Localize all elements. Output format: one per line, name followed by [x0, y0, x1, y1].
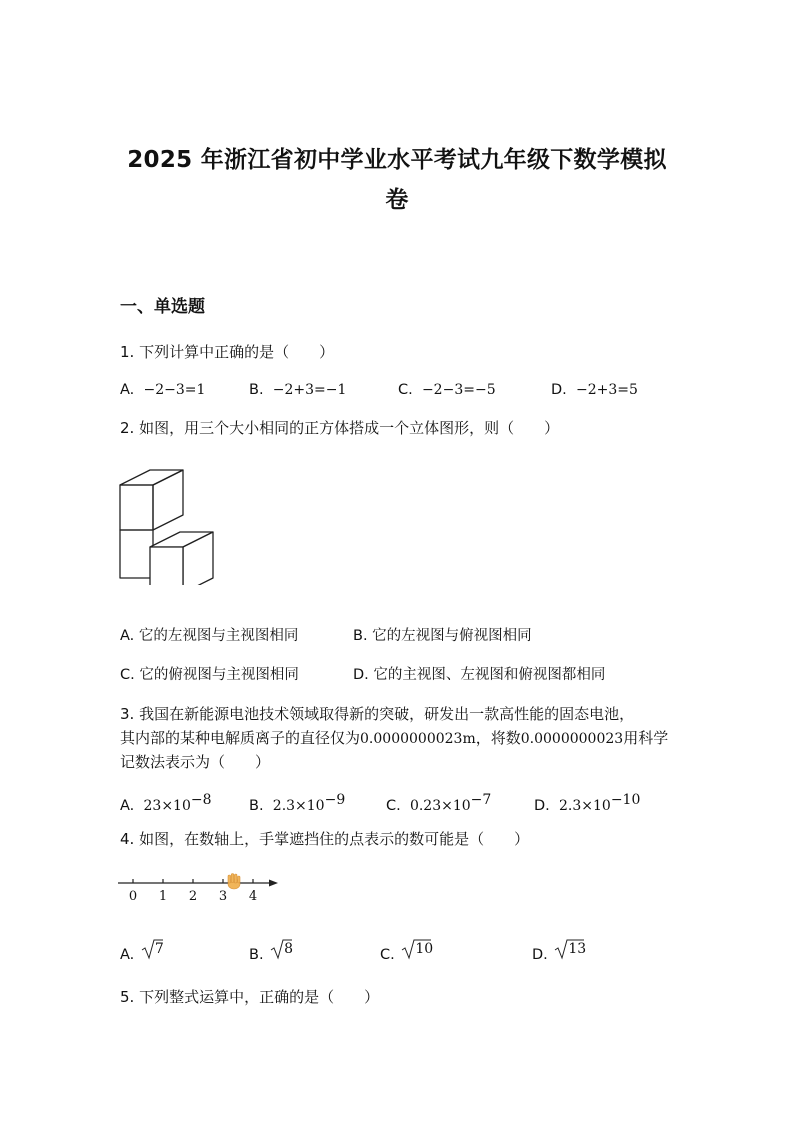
radical-sign-icon	[401, 938, 431, 960]
tick-label-3: 3	[218, 889, 228, 904]
q1-option-a-expr: −2−3=1	[143, 382, 206, 398]
q1-option-c: C. −2−3=−5	[398, 382, 496, 398]
q2-option-c: C. 它的俯视图与主视图相同	[120, 667, 299, 683]
tick-label-4: 4	[248, 889, 258, 904]
sqrt-icon: 7	[149, 938, 164, 960]
q4-option-d: D. 13	[532, 938, 586, 960]
q3-option-c: C. $0.23\times 10^{-7}$	[386, 792, 492, 814]
question-3-line-1: 3. 我国在新能源电池技术领域取得新的突破，研发出一款高性能的固态电池，	[120, 705, 635, 723]
q4-option-c: C. 10	[380, 938, 433, 960]
q4-option-b: B. 8	[249, 938, 293, 960]
cube1-top-face	[120, 470, 183, 485]
q3-option-b: B. $2.3\times 10^{-9}$	[249, 792, 346, 814]
radical-sign-icon	[554, 938, 584, 960]
tick-label-0: 0	[128, 889, 138, 904]
sqrt-icon: 8	[278, 938, 293, 960]
q2-option-a: A. 它的左视图与主视图相同	[120, 628, 299, 644]
q1-option-d-expr: −2+3=5	[576, 382, 638, 398]
question-2-stem: 2. 如图，用三个大小相同的正方体搭成一个立体图形，则（ ）	[120, 419, 560, 437]
q3-number: 0.0000000023	[520, 731, 624, 747]
q1-option-b: B. −2+3=−1	[249, 382, 347, 398]
question-1-stem: 1. 下列计算中正确的是（ ）	[120, 343, 335, 361]
q2-option-b: B. 它的左视图与俯视图相同	[353, 628, 532, 644]
hand-icon	[228, 874, 240, 890]
section-heading: 一、单选题	[120, 297, 205, 317]
cube2-front-face	[120, 530, 153, 578]
radical-sign-icon	[270, 938, 292, 960]
question-3-line-3: 记数法表示为（ ）	[120, 753, 271, 771]
title-line-2: 卷	[385, 187, 409, 213]
q3-option-a: A. $23\times 10^{-8}$	[120, 792, 212, 814]
number-line	[116, 870, 284, 904]
sqrt-icon: 13	[562, 938, 586, 960]
cube3-front-face	[150, 547, 183, 585]
q1-option-b-expr: −2+3=−1	[272, 382, 347, 398]
cube1-side-face	[153, 470, 183, 530]
tick-label-1: 1	[158, 889, 168, 904]
q3-diameter-value: 0.0000000023m	[360, 731, 476, 747]
q4-option-a: A. 7	[120, 938, 164, 960]
tick-label-2: 2	[188, 889, 198, 904]
question-5-stem: 5. 下列整式运算中，正确的是（ ）	[120, 988, 380, 1006]
question-4-stem: 4. 如图，在数轴上，手掌遮挡住的点表示的数可能是（ ）	[120, 830, 530, 848]
sqrt-icon: 10	[409, 938, 433, 960]
cubes-figure	[115, 465, 220, 585]
cube1-front-face	[120, 485, 153, 530]
question-3-line-2: 其内部的某种电解质离子的直径仅为0.0000000023m，将数0.0000000023用科学	[120, 729, 669, 747]
q1-option-a: A. −2−3=1	[120, 382, 206, 398]
exam-title	[110, 140, 684, 220]
q1-option-d: D. −2+3=5	[551, 382, 638, 398]
q2-option-d: D. 它的主视图、左视图和俯视图都相同	[353, 667, 606, 683]
title-line-1: 2025 年浙江省初中学业水平考试九年级下数学模拟	[127, 147, 667, 173]
q1-option-c-expr: −2−3=−5	[421, 382, 496, 398]
radical-sign-icon	[141, 938, 163, 960]
q3-option-d: D. $2.3\times 10^{-10}$	[534, 792, 641, 814]
number-line-arrow	[269, 880, 278, 887]
